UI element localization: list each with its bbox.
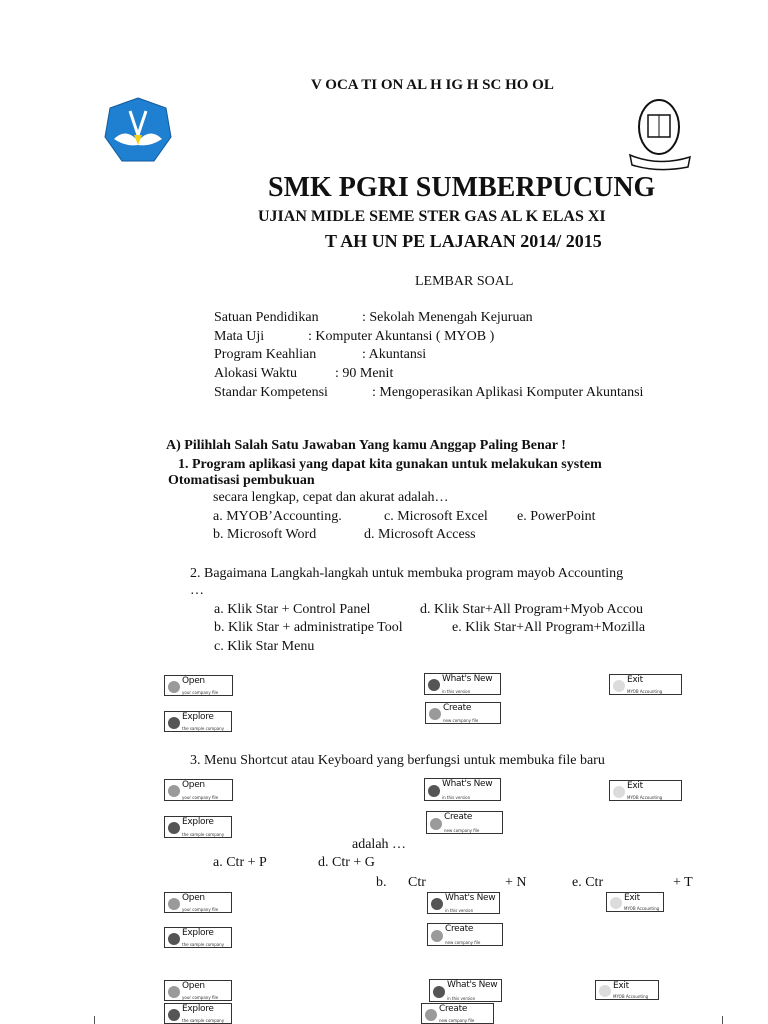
exit-button[interactable]: [609, 780, 682, 801]
exit-button[interactable]: [606, 892, 664, 912]
info-value: : Mengoperasikan Aplikasi Komputer Akuntansi: [372, 385, 644, 400]
button-title: Exit: [627, 675, 643, 685]
button-subtitle: in this version: [442, 689, 471, 694]
info-label: Standar Kompetensi: [214, 385, 328, 400]
button-orb-icon: [429, 708, 441, 720]
exit-button[interactable]: [595, 980, 659, 1000]
button-subtitle: new company file: [439, 1018, 475, 1023]
info-value: : Komputer Akuntansi ( MYOB ): [308, 329, 495, 344]
create-button[interactable]: [427, 923, 503, 946]
button-title: What's New: [445, 893, 496, 903]
question-2: 2. Bagaimana Langkah-langkah untuk membuka program mayob Accounting: [190, 566, 624, 581]
button-title: Create: [443, 703, 472, 713]
button-orb-icon: [431, 930, 443, 942]
button-title: Create: [444, 812, 473, 822]
button-subtitle: in this version: [445, 908, 474, 913]
button-subtitle: your company file: [182, 795, 219, 800]
button-subtitle: new company file: [444, 828, 480, 833]
button-title: Exit: [624, 893, 640, 903]
button-orb-icon: [613, 786, 625, 798]
button-orb-icon: [428, 679, 440, 691]
button-title: Open: [182, 981, 205, 991]
info-value: : Akuntansi: [362, 347, 427, 362]
button-subtitle: MYOB Accounting: [627, 689, 663, 694]
explore-button[interactable]: [164, 1003, 232, 1024]
button-subtitle: in this version: [447, 996, 476, 1001]
button-orb-icon: [610, 897, 622, 909]
option-d: d. Ctr + G: [318, 855, 375, 870]
button-subtitle: new company file: [443, 718, 479, 723]
option-a: a. MYOB’Accounting.: [213, 509, 342, 524]
question-2-cont: …: [190, 583, 204, 598]
info-value: : Sekolah Menengah Kejuruan: [362, 310, 533, 325]
school-type: V OCA TI ON AL H IG H SC HO OL: [311, 77, 554, 93]
button-subtitle: your company file: [182, 995, 219, 1000]
button-title: Explore: [182, 817, 214, 827]
info-label: Alokasi Waktu: [214, 366, 297, 381]
button-title: Open: [182, 893, 205, 903]
button-orb-icon: [168, 1009, 180, 1021]
button-subtitle: in this version: [442, 795, 471, 800]
button-orb-icon: [599, 985, 611, 997]
button-orb-icon: [168, 681, 180, 693]
open-button[interactable]: [164, 892, 232, 913]
option-c: c. Klik Star Menu: [214, 639, 315, 654]
sheet-title: LEMBAR SOAL: [415, 274, 514, 289]
whats-new-button[interactable]: [427, 892, 500, 914]
button-orb-icon: [168, 986, 180, 998]
whats-new-button[interactable]: [429, 979, 502, 1002]
option-b: b.: [376, 875, 387, 890]
button-title: Explore: [182, 1004, 214, 1014]
explore-button[interactable]: [164, 816, 232, 838]
option-c: c. Microsoft Excel: [384, 509, 488, 524]
button-title: Open: [182, 676, 205, 686]
info-label: Program Keahlian: [214, 347, 317, 362]
info-label: Mata Uji: [214, 329, 265, 344]
button-subtitle: new company file: [445, 940, 481, 945]
create-button[interactable]: [426, 811, 503, 834]
button-orb-icon: [425, 1009, 437, 1021]
option-b-key: + N: [505, 875, 527, 890]
option-d: d. Microsoft Access: [364, 527, 476, 542]
button-orb-icon: [168, 933, 180, 945]
whats-new-button[interactable]: [424, 673, 501, 695]
button-subtitle: your company file: [182, 690, 219, 695]
option-d: d. Klik Star+All Program+Myob Accou: [420, 602, 644, 617]
button-orb-icon: [433, 986, 445, 998]
button-orb-icon: [428, 785, 440, 797]
option-a: a. Ctr + P: [213, 855, 267, 870]
tut-wuri-handayani-logo: [104, 97, 172, 164]
button-orb-icon: [168, 785, 180, 797]
button-orb-icon: [431, 898, 443, 910]
create-button[interactable]: [421, 1003, 494, 1024]
explore-button[interactable]: [164, 927, 232, 948]
option-b: b. Microsoft Word: [213, 527, 317, 542]
open-button[interactable]: [164, 675, 233, 696]
page-edge-mark: [94, 1016, 95, 1024]
button-subtitle: your company file: [182, 907, 219, 912]
info-value: : 90 Menit: [335, 366, 394, 381]
explore-button[interactable]: [164, 711, 232, 732]
button-orb-icon: [168, 898, 180, 910]
button-subtitle: MYOB Accounting: [613, 994, 649, 999]
whats-new-button[interactable]: [424, 778, 501, 801]
academic-year: T AH UN PE LAJARAN 2014/ 2015: [325, 231, 602, 251]
section-a-instruction: A) Pilihlah Salah Satu Jawaban Yang kamu Anggap Paling Benar !: [166, 438, 566, 453]
option-e: e. Klik Star+All Program+Mozilla: [452, 620, 646, 635]
page-edge-mark: [722, 1016, 723, 1024]
button-title: Explore: [182, 712, 214, 722]
question-1-cont: secara lengkap, cepat dan akurat adalah…: [213, 490, 449, 505]
button-title: What's New: [442, 674, 493, 684]
open-button[interactable]: [164, 779, 233, 801]
exam-title: UJIAN MIDLE SEME STER GAS AL K ELAS XI: [258, 208, 606, 225]
question-3: 3. Menu Shortcut atau Keyboard yang berfungsi untuk membuka file baru: [190, 753, 605, 768]
button-subtitle: MYOB Accounting: [624, 906, 660, 911]
exit-button[interactable]: [609, 674, 682, 695]
option-b: b. Klik Star + administratipe Tool: [214, 620, 403, 635]
option-a: a. Klik Star + Control Panel: [214, 602, 371, 617]
button-subtitle: the sample company: [182, 832, 225, 837]
option-e-key: + T: [673, 875, 693, 890]
create-button[interactable]: [425, 702, 501, 724]
button-subtitle: MYOB Accounting: [627, 795, 663, 800]
button-title: Exit: [627, 781, 643, 791]
button-title: Create: [445, 924, 474, 934]
button-title: What's New: [447, 980, 498, 990]
question-1-cont: Otomatisasi pembukuan: [168, 473, 315, 488]
button-orb-icon: [613, 680, 625, 692]
button-title: What's New: [442, 779, 493, 789]
pgri-logo: [628, 95, 692, 171]
open-button[interactable]: [164, 980, 232, 1001]
button-subtitle: the sample company: [182, 1018, 225, 1023]
option-b-ctr: Ctr: [408, 875, 426, 890]
button-title: Explore: [182, 928, 214, 938]
button-title: Create: [439, 1004, 468, 1014]
button-title: Open: [182, 780, 205, 790]
button-subtitle: the sample company: [182, 726, 225, 731]
button-orb-icon: [430, 818, 442, 830]
button-orb-icon: [168, 822, 180, 834]
question-3-cont: adalah …: [352, 837, 407, 852]
button-title: Exit: [613, 981, 629, 991]
school-name: SMK PGRI SUMBERPUCUNG: [268, 172, 656, 203]
info-label: Satuan Pendidikan: [214, 310, 319, 325]
option-e: e. PowerPoint: [517, 509, 596, 524]
question-1: 1. Program aplikasi yang dapat kita gunakan untuk melakukan system: [178, 457, 602, 472]
option-e: e. Ctr: [572, 875, 604, 890]
button-subtitle: the sample company: [182, 942, 225, 947]
button-orb-icon: [168, 717, 180, 729]
